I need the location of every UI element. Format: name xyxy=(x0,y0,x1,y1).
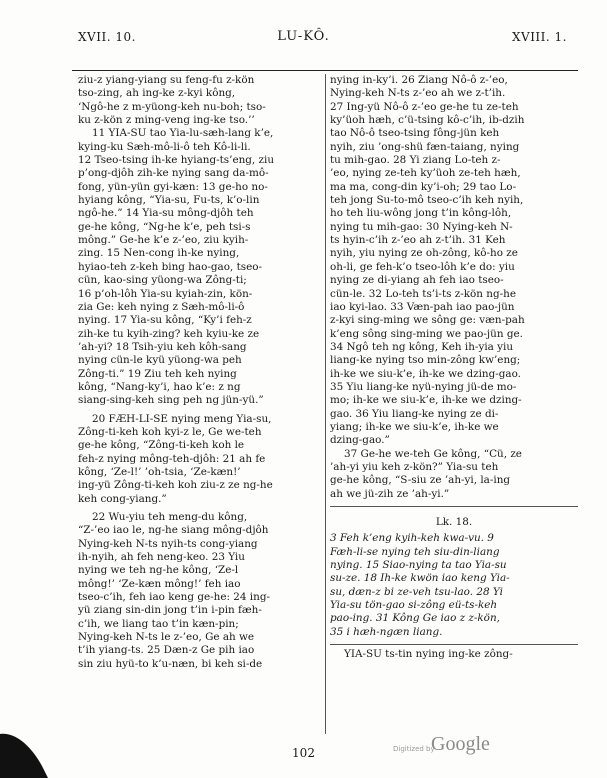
text-line: pao-ing. 31 Kông Ge iao z z-kön, xyxy=(330,612,500,625)
text-line: su, dæn-z bi ze-veh tsu-lao. 28 Yi xyxy=(330,585,503,598)
text-line: c’ih, we liang tao t’in kæn-pin; xyxy=(78,617,239,630)
text-line: siang-sing-keh sing peh ng jün-yü.” xyxy=(78,394,264,407)
text-line: 16 p’oh-lôh Yia-su kyiah-zin, kön- xyxy=(78,287,253,300)
header-rule xyxy=(72,70,578,71)
text-line: Yia-su tön-gao si-zông eü-ts-keh xyxy=(330,599,498,612)
text-line: k’eng sông sing-ming we pao-jün ge. xyxy=(330,327,523,340)
text-line: ge-he kông, “S-siu ze ’ah-yi, la-ing xyxy=(330,474,511,487)
text-line: zia Ge: keh nying z Sæh-mô-li-ô xyxy=(78,300,245,313)
text-line: hyiao-teh z-keh bing hao-gao, tseo- xyxy=(78,260,262,273)
text-line: ngô-he.” 14 Yia-su mông-djôh teh xyxy=(78,207,254,220)
header-book-title: LU-KÔ. xyxy=(277,29,330,44)
text-line: kông, ‘Ze-l!’ ’oh-tsia, ‘Ze-kæn!’ xyxy=(78,465,241,478)
text-line: Nying-keh N-ts nyih-ts cong-yiang xyxy=(78,537,258,550)
text-line: gao. 36 Yiu liang-ke nying ze di- xyxy=(330,407,499,420)
page-number: 102 xyxy=(292,746,315,760)
text-line: ku z-kön z ming-veng ing-ke tso.’’ xyxy=(78,114,255,127)
text-line: nyih, ziu ’ong-shü fæn-taiang, nying xyxy=(330,140,520,153)
text-line: Fæh-li-se nying teh siu-din-liang xyxy=(330,545,500,558)
left-column xyxy=(78,74,322,671)
text-line: ing-yü Zông-ti-keh koh ziu-z ze ng-he xyxy=(78,479,273,492)
chapter-first-line: YIA-SU ts-tin nying ing-ke zông- xyxy=(344,648,513,661)
text-line: zih-ke tu kyih-zing? keh kyiu-ke ze xyxy=(78,327,260,340)
text-line: feh-z nying mông-teh-djôh: 21 ah fe xyxy=(78,452,266,465)
text-line: ziu-z yiang-yiang su feng-fu z-kön xyxy=(78,74,255,86)
text-line: 35 Yiu liang-ke nyü-nying jü-de mo- xyxy=(330,380,517,393)
text-line: ky’üoh hæh, c’ü-tsing kô-c’ih, ib-dzih xyxy=(330,114,525,127)
chapter-heading: Lk. 18. xyxy=(435,516,473,528)
text-line: liang-ke nying tso min-zông kw’eng; xyxy=(330,354,521,367)
text-line: mông.” Ge-he k’e z-’eo, ziu kyih- xyxy=(78,234,249,247)
text-line: 3 Feh k’eng kyih-keh kwa-vu. 9 xyxy=(330,532,494,545)
header-chapter-left: XVII. 10. xyxy=(78,30,136,44)
right-column-verses xyxy=(330,74,578,501)
text-line: tso-zing, ah ing-ke z-kyi kông, xyxy=(78,87,236,100)
header-chapter-right: XVIII. 1. xyxy=(511,30,567,44)
chapter-summary xyxy=(330,532,578,639)
text-line: Zông-ti-keh koh kyi-z le, Ge we-teh xyxy=(78,425,262,438)
text-line: cün, kao-sing yüong-wa Zông-ti; xyxy=(78,274,247,287)
text-line: ih-nyih, ah feh neng-keo. 23 Yiu xyxy=(78,551,245,564)
text-line: fong, yün-yün gyi-kæn: 13 ge-ho no- xyxy=(78,180,268,193)
text-line: 12 Tseo-tsing ih-ke hyiang-ts’eng, ziu xyxy=(78,154,275,167)
text-line: sin ziu hyü-to k’u-næn, bi keh si-de xyxy=(78,657,263,670)
text-line: teh jong Su-to-mô tseo-c’ih keh nyih, xyxy=(330,194,524,207)
text-line: ts hyin-c’ih z-’eo ah z-t’ih. 31 Keh xyxy=(330,234,506,247)
text-line: ih-ke we siu-k’e, ih-ke we dzing-gao. xyxy=(330,367,521,380)
text-line: t’ih yiang-ts. 25 Dæn-z Ge pih iao xyxy=(78,644,255,657)
text-line: Nying-keh N-ts le z-’eo, Ge ah we xyxy=(78,631,255,644)
text-line: nying in-ky’i. 26 Ziang Nô-ô z-’eo, xyxy=(330,74,508,86)
text-line: 37 Ge-he we-teh Ge kông, “Cü, ze xyxy=(344,447,522,460)
column-divider xyxy=(325,74,326,734)
text-line: 22 Wu-yiu teh meng-du kông, xyxy=(92,511,248,523)
text-line: hyiang kông, “Yia-su, Fu-ts, k’o-lin xyxy=(78,194,260,207)
text-line: yiang; ih-ke we siu-k’e, ih-ke we xyxy=(330,420,499,433)
text-line: 27 Ing-yü Nô-ô z-’eo ge-he tu ze-teh xyxy=(330,100,519,113)
text-line: tu mih-gao. 28 Yi ziang Lo-teh z- xyxy=(330,154,501,167)
text-line: ah we jü-zih ze ’ah-yi.” xyxy=(330,487,450,500)
text-line: ho teh liu-wông jong t’in kông-lôh, xyxy=(330,207,512,220)
text-line: “Z-’eo iao le, ng-he siang mông-djôh xyxy=(78,524,269,537)
chapter-rule xyxy=(330,506,578,507)
text-line: dzing-gao.” xyxy=(330,434,390,447)
text-line: tao Nô-ô tseo-tsing fông-jün keh xyxy=(330,127,500,140)
text-line: ge-he kông, “Zông-ti-keh koh le xyxy=(78,439,245,452)
watermark-digitized-by: Digitized by xyxy=(393,745,435,753)
text-line: nying. 17 Yia-su kông, “Ky’i feh-z xyxy=(78,314,252,327)
text-line: nying we teh ng-he kông, ‘Ze-l xyxy=(78,564,239,577)
text-line: iao kyi-lao. 33 Væn-pah iao pao-jün xyxy=(330,300,515,313)
text-line: nying ze di-yiang ah feh iao tseo- xyxy=(330,274,504,287)
text-line: keh cong-yiang.” xyxy=(78,492,167,505)
text-line: 20 FÆH-LI-SE nying meng Yia-su, xyxy=(92,412,272,425)
text-line: 35 i hæh-ngæn liang. xyxy=(330,625,443,638)
text-line: nying tu mih-gao: 30 Nying-keh N- xyxy=(330,220,513,233)
text-line: mông!’ ‘Ze-kæn mông!’ feh iao xyxy=(78,577,241,590)
text-line: 34 Ngô teh ng kông, Keh ih-yia yiu xyxy=(330,340,514,353)
right-column xyxy=(330,74,578,661)
text-line: oh-li, ge feh-k’o tseo-lôh k’e do: yiu xyxy=(330,260,515,273)
text-line: Zông-ti.” 19 Ziu teh keh nying xyxy=(78,367,237,380)
text-line: nying cün-le kyü yüong-wa peh xyxy=(78,354,242,367)
text-line: ‘Ngô-he z m-yüong-keh nu-boh; tso- xyxy=(78,100,266,113)
text-line: kông, “Nang-ky’i, hao k’e: z ng xyxy=(78,380,241,393)
text-line: ’ah-yi yiu keh z-kön?” Yia-su teh xyxy=(330,460,499,473)
summary-rule xyxy=(330,644,578,645)
text-line: ’eo, nying ze-teh ky’üoh ze-teh hæh, xyxy=(330,167,521,180)
text-line: 11 YIA-SU tao Yia-lu-sæh-lang k’e, xyxy=(92,127,274,140)
text-line: ’ah-yi? 18 Tsih-yiu keh kôh-sang xyxy=(78,340,247,353)
text-line: ge-he kông, “Ng-he k’e, peh tsi-s xyxy=(78,220,251,233)
text-line: p’ong-djôh zih-ke nying sang da-mô- xyxy=(78,167,269,180)
text-line: kying-ku Sæh-mô-li-ô teh Kô-li-li. xyxy=(78,140,251,153)
text-line: tseo-c’ih, feh iao keng ge-he: 24 ing- xyxy=(78,591,270,604)
text-line: Nying-keh N-ts z-’eo ah we z-t’ih. xyxy=(330,87,506,100)
torn-corner-shadow xyxy=(0,718,48,778)
text-line: cün-le. 32 Lo-teh ts’i-ts z-kön ng-he xyxy=(330,287,516,300)
watermark-google-logo: Google xyxy=(431,733,490,755)
google-watermark xyxy=(393,733,513,759)
text-line: mo; ih-ke we siu-k’e, ih-ke we dzing- xyxy=(330,394,522,407)
text-line: z-kyi sing-ming we sông ge: væn-pah xyxy=(330,314,525,327)
text-line: ma ma, cong-din ky’i-oh; 29 tao Lo- xyxy=(330,180,517,193)
running-header xyxy=(0,30,607,50)
text-line: nyih, yiu nying ze oh-zông, kô-ho ze xyxy=(330,247,518,260)
text-line: yü ziang sin-din jong t’in i-pin fæh- xyxy=(78,604,262,617)
text-line: nying. 15 Siao-nying ta tao Yia-su xyxy=(330,559,507,572)
text-line: su-ze. 18 Ih-ke kwön iao keng Yia- xyxy=(330,572,510,585)
text-line: zing. 15 Nen-cong ih-ke nying, xyxy=(78,247,240,260)
